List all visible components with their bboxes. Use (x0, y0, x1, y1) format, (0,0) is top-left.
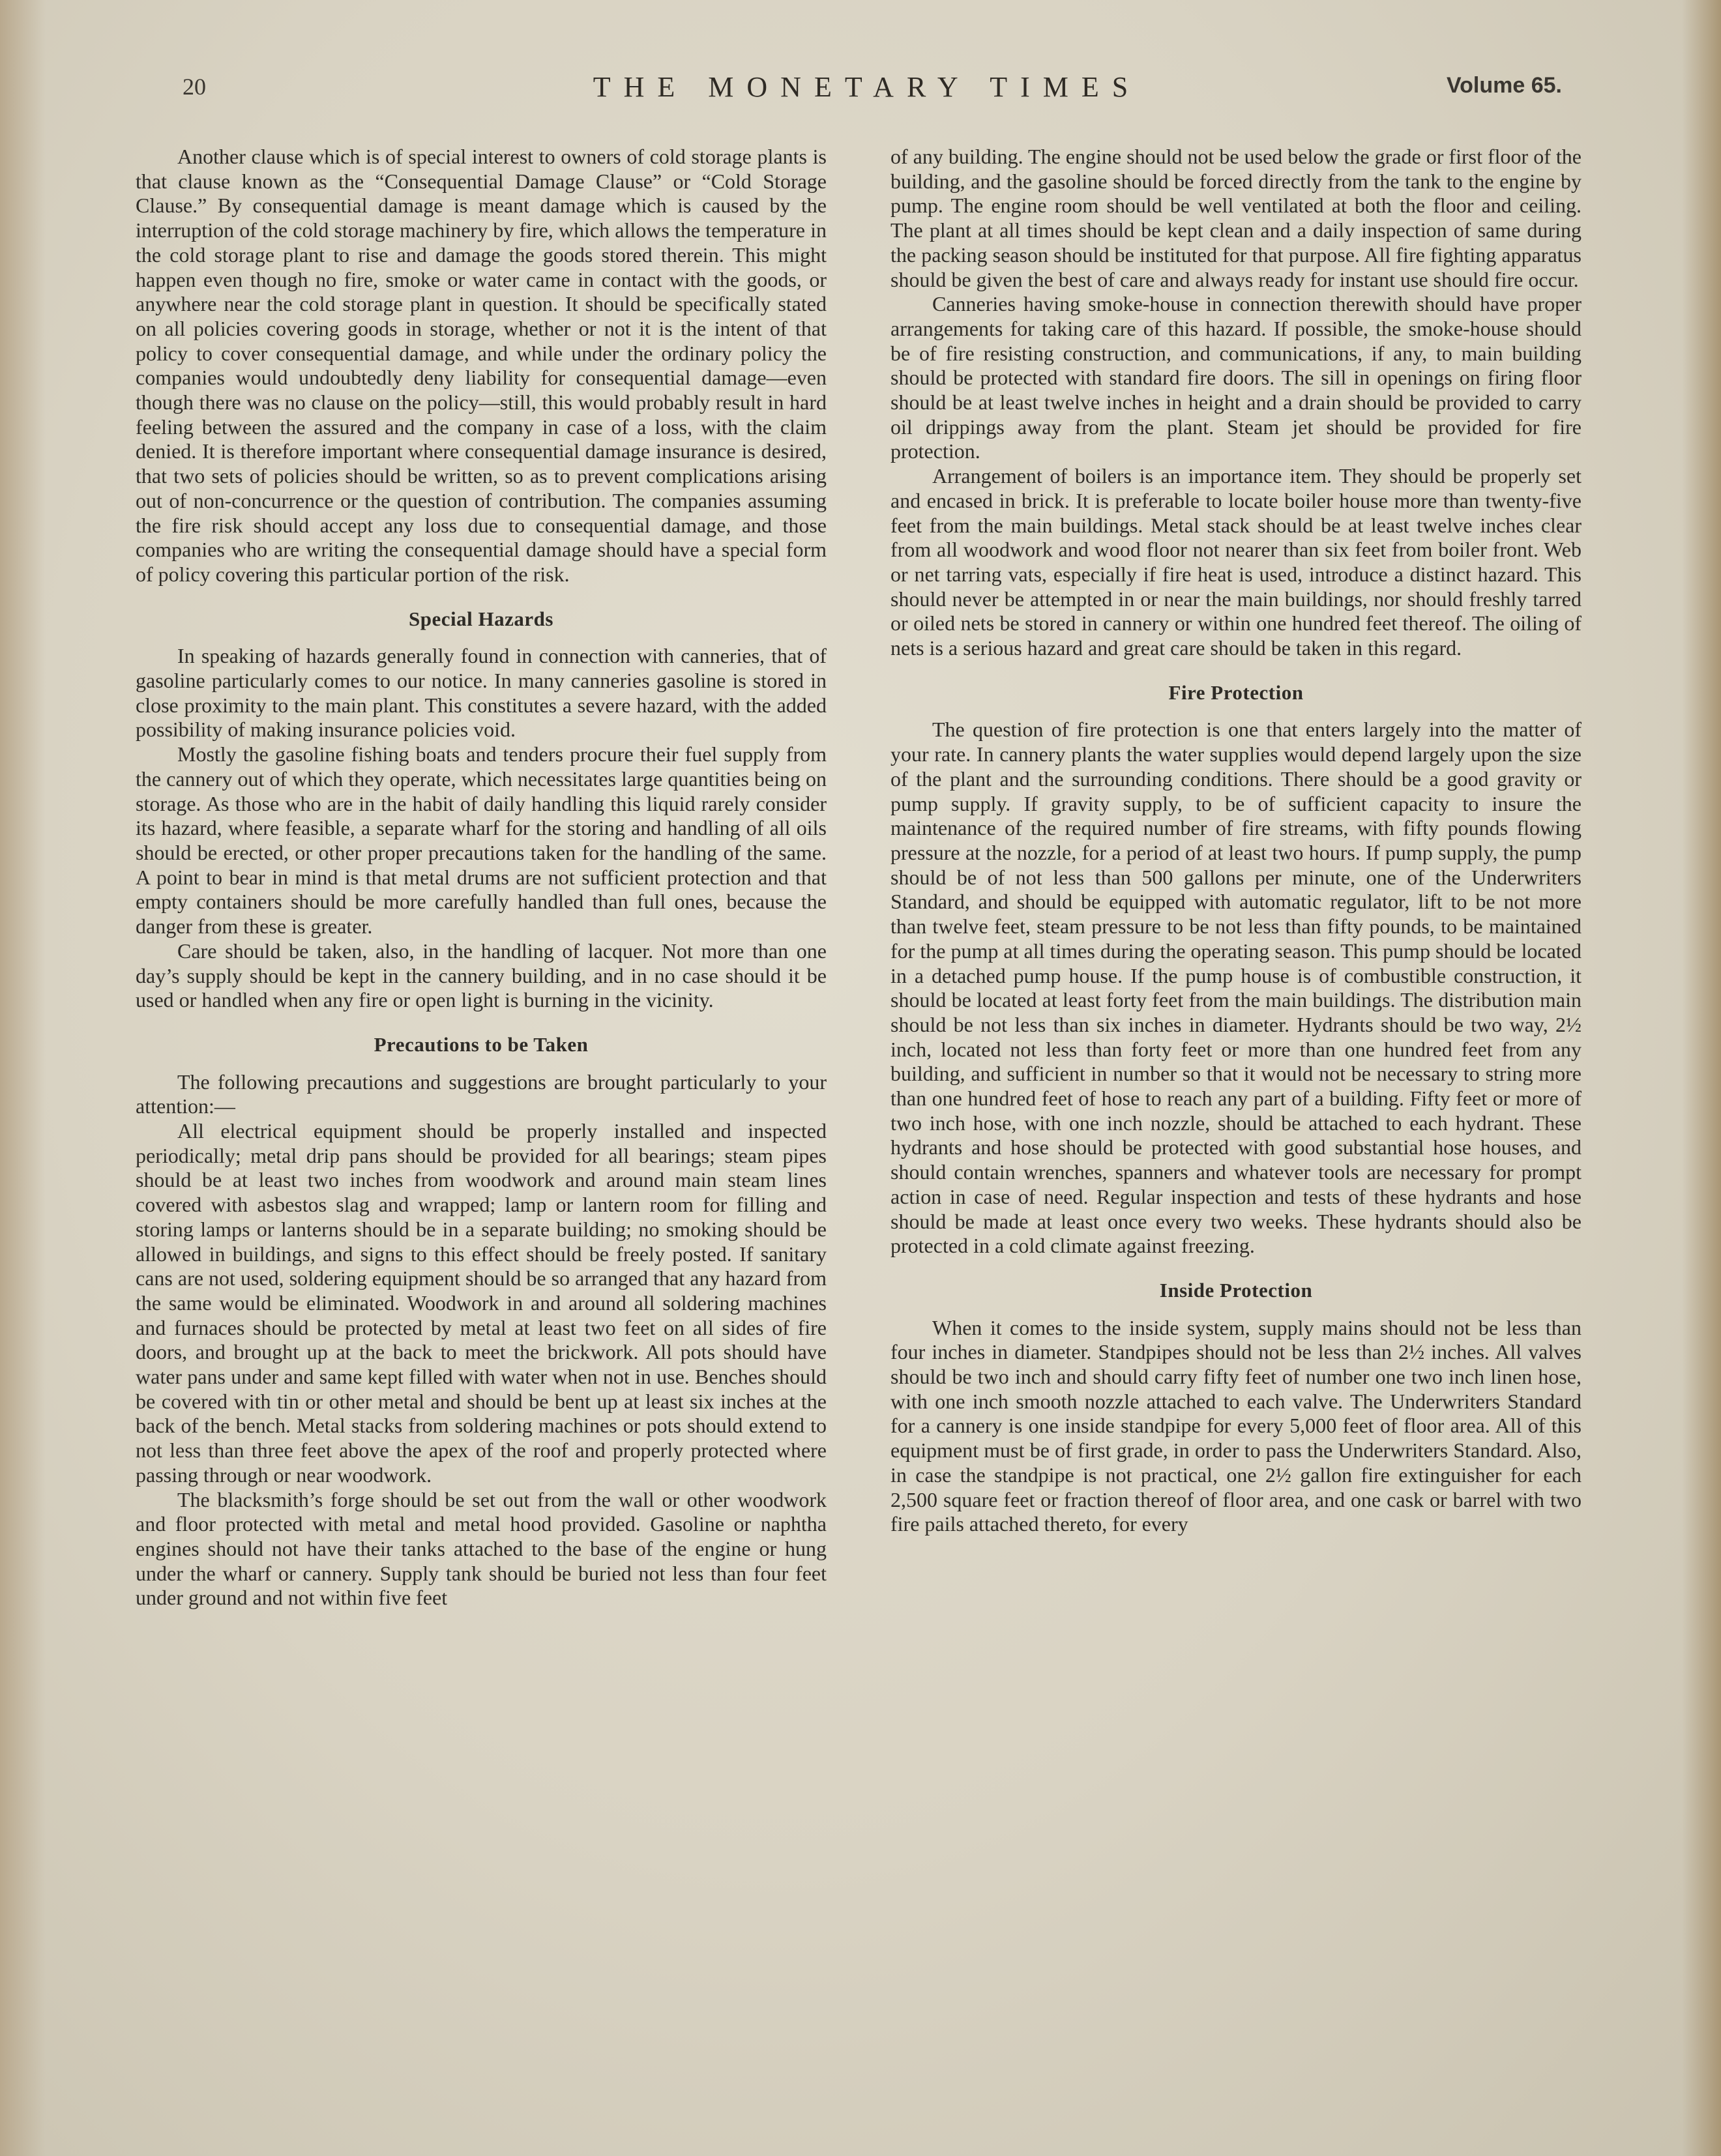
page-edge-right (1682, 0, 1721, 2156)
paragraph-inside-protection: When it comes to the inside system, supply mains should not be less than four inches in diameter. Standpipes should not be less than 2½ inches. All valves should be two inch and should carry fifty feet of number one two inch linen hose, with one inch smooth nozzle attached to each valve. The Underwriters Standard for a cannery is one inside standpipe for every 5,000 feet of floor area. All of this equipment must be of first grade, in order to pass the Underwriters Standard. Also, in case the standpipe is not practical, one 2½ gallon fire extinguisher for each 2,500 square feet or fraction thereof of floor area, and one cask or barrel with two fire pails attached thereto, for every (890, 1315, 1581, 1536)
heading-fire-protection: Fire Protection (1168, 680, 1304, 704)
heading-inside-protection: Inside Protection (1159, 1278, 1313, 1302)
heading-precautions: Precautions to be Taken (374, 1032, 589, 1056)
paragraph-smoke-house: Canneries having smoke-house in connection therewith should have proper arrangements for taking care of this hazard. If possible, the smoke-house should be of fire resisting construction, and communications, if any, to main building should be protected with standard fire doors. The sill in openings on firing floor should be at least twelve inches in height and a drain should be provided to carry oil drippings away from the plant. Steam jet should be provided for fire protection. (890, 292, 1581, 463)
paragraph-fuel-supply: Mostly the gasoline fishing boats and tenders procure their fuel supply from the cannery out of which they operate, which necessitates large quantities being on storage. As those who are in the habit of daily handling this liquid rarely consider its hazard, where feasible, a separate wharf for the storing and handling of all oils should be erected, or other proper precautions taken for the handling of the same. A point to bear in mind is that metal drums are not sufficient protection and that empty containers should be more carefully handled than full ones, because the danger from these is greater. (136, 742, 827, 939)
paragraph-blacksmith-forge: The blacksmith’s forge should be set out from the wall or other woodwork and floor protected with metal and metal hood provided. Gasoline or naphtha engines should not have their tanks attached to the base of the engine or hung under the wharf or cannery. Supply tank should be buried not less than four feet under ground and not within five feet (136, 1487, 827, 1610)
right-column (890, 145, 1581, 2100)
page-edge-left (0, 0, 46, 2156)
left-column (136, 145, 827, 2100)
paragraph-electrical-equipment: All electrical equipment should be properly installed and inspected periodically; metal drip pans should be provided for all bearings; steam pipes should be at least two inches from woodwork and around main steam lines covered with asbestos slag and wrapped; lamp or lantern room for filling and storing lamps or lanterns should be in a separate building; no smoking should be allowed in buildings, and signs to this effect should be freely posted. If sanitary cans are not used, soldering equipment should be so arranged that any hazard from the same would be eliminated. Woodwork in and around all soldering machines and furnaces should be protected by metal at least two feet on all sides of fire doors, and brought up at the back to meet the brickwork. All pots should have water pans under and same kept filled with water when not in use. Benches should be covered with tin or other metal and should be bent up at least six inches at the back of the bench. Metal stacks from soldering machines or pots should extend to not less than three feet above the apex of the roof and properly protected where passing through or near woodwork. (136, 1119, 827, 1487)
paragraph-consequential-damage: Another clause which is of special interest to owners of cold storage plants is that clause known as the “Consequential Damage Clause” or “Cold Storage Clause.” By consequential damage is meant damage which is caused by the interruption of the cold storage machinery by fire, which allows the temperature in the cold storage plant to rise and damage the goods stored therein. This might happen even though no fire, smoke or water came in contact with the goods, or anywhere near the cold storage plant in question. It should be specifically stated on all policies covering goods in storage, whether or not it is the intent of that policy to cover consequential damage, and while under the ordinary policy the companies would undoubtedly deny liability for consequential damage—even though there was no clause on the policy—still, this would probably result in hard feeling between the assured and the company in case of a loss, with the claim denied. It is therefore important where consequential damage insurance is desired, that two sets of policies should be written, so as to prevent complications arising out of non-concurrence or the question of contribution. The companies assuming the fire risk should accept any loss due to consequential damage, and those companies who are writing the consequential damage should have a special form of policy covering this particular portion of the risk. (136, 145, 827, 586)
volume-label: Volume 65. (1447, 73, 1562, 98)
paragraph-gasoline: In speaking of hazards generally found in connection with canneries, that of gasoline particularly comes to our notice. In many canneries gasoline is stored in close proximity to the main plant. This constitutes a severe hazard, with the added possibility of making insurance policies void. (136, 644, 827, 742)
paragraph-lacquer: Care should be taken, also, in the handling of lacquer. Not more than one day’s supply should be kept in the cannery building, and in no case should it be used or handled when any fire or open light is burning in the vicinity. (136, 939, 827, 1012)
paragraph-fire-protection: The question of fire protection is one that enters largely into the matter of your rate. In cannery plants the water supplies would depend largely upon the size of the plant and the surrounding conditions. There should be a good gravity or pump supply. If gravity supply, to be of sufficient capacity to insure the maintenance of the required number of fire streams, with fifty pounds flowing pressure at the nozzle, for a period of at least two hours. If pump supply, the pump should be of not less than 500 gallons per minute, one of the Underwriters Standard, and should be equipped with automatic regulator, lift to be not more than twelve feet, steam pressure to be not less than fifty pounds, to be maintained for the pump at all times during the operating season. This pump should be located in a detached pump house. If the pump house is of combustible construction, it should be located at least forty feet from the main buildings. The distribution main should be not less than six inches in diameter. Hydrants should be two way, 2½ inch, located not less than forty feet or more than one hundred feet from any building, and sufficient in number so that it would not be necessary to string more than one hundred feet of hose to reach any part of a building. Fifty feet or more of two inch hose, with one inch nozzle, should be attached to each hydrant. These hydrants and hose should be protected with good substantial hose houses, and should contain wrenches, spanners and whatever tools are necessary for prompt action in case of need. Regular inspection and tests of these hydrants and hose should be made at least once every two weeks. These hydrants should also be protected in a cold climate against freezing. (890, 718, 1581, 1258)
publication-title: THE MONETARY TIMES (593, 71, 1141, 103)
page-number: 20 (183, 74, 206, 100)
running-header (183, 70, 1562, 109)
paragraph-engine-room: of any building. The engine should not be used below the grade or first floor of the building, and the gasoline should be forced directly from the tank to the engine by pump. The engine room should be well ventilated at both the floor and ceiling. The plant at all times should be kept clean and a daily inspection of same during the packing season should be instituted for that purpose. All fire fighting apparatus should be given the best of care and always ready for instant use should fire occur. (890, 145, 1581, 291)
paragraph-precautions-intro: The following precautions and suggestions are brought particularly to your attention:— (136, 1070, 827, 1118)
paragraph-boilers: Arrangement of boilers is an importance item. They should be properly set and encased in brick. It is preferable to locate boiler house more than twenty-five feet from the main buildings. Metal stack should be at least twelve inches clear from all woodwork and wood floor not nearer than six feet from boiler front. Web or net tarring vats, especially if fire heat is used, introduce a distinct hazard. This should never be attempted in or near the main buildings, nor should freshly tarred or oiled nets be stored in cannery or within one hundred feet thereof. The oiling of nets is a serious hazard and great care should be taken in this regard. (890, 464, 1581, 660)
heading-special-hazards: Special Hazards (409, 607, 553, 630)
